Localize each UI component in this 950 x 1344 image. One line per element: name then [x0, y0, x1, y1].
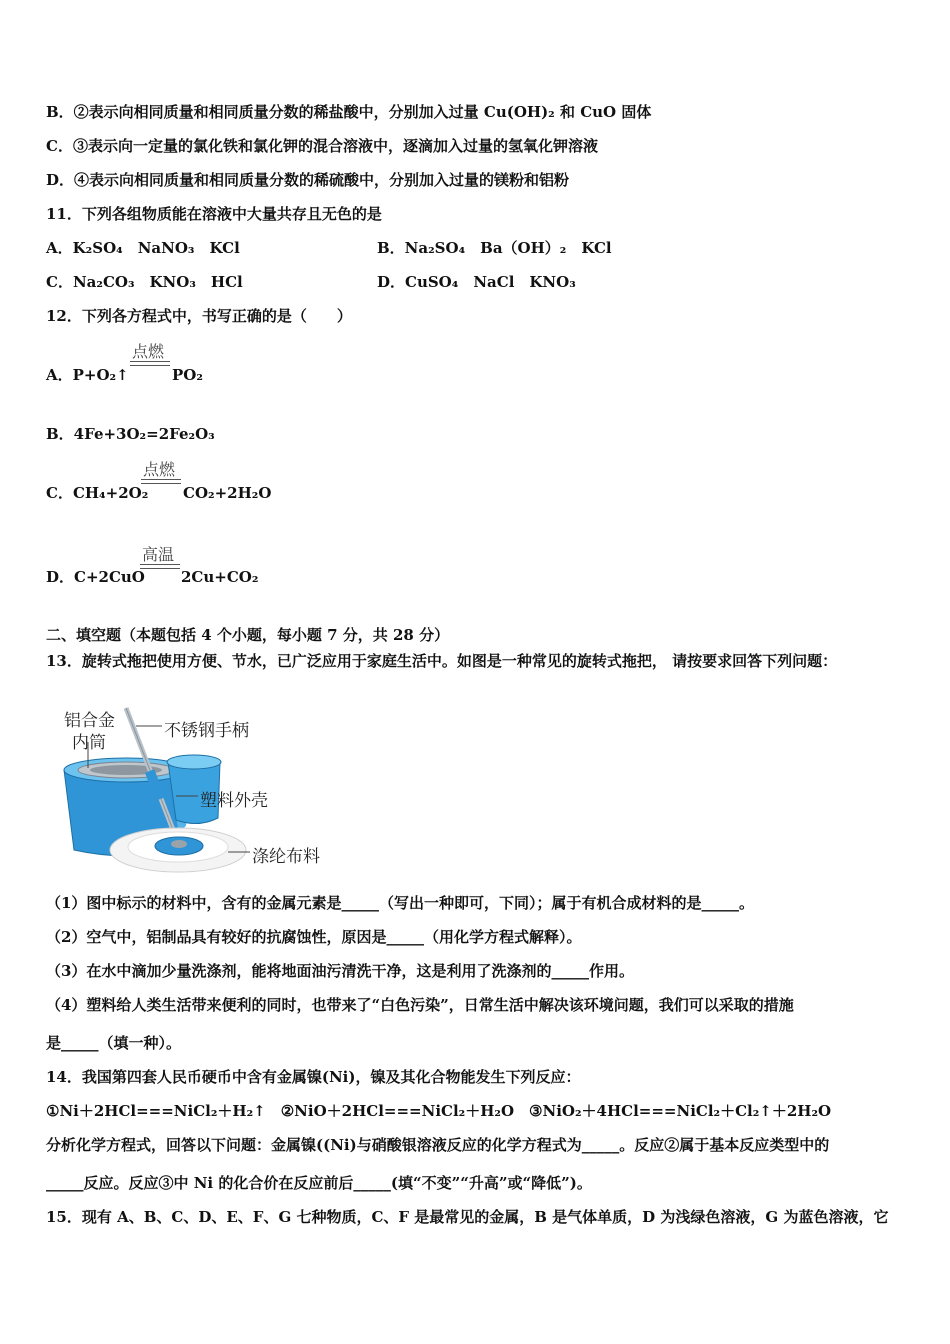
q13-part-2: （2）空气中，铝制品具有较好的抗腐蚀性，原因是_____（用化学方程式解释）。 — [46, 928, 582, 946]
option-c: C．③表示向一定量的氯化铁和氯化钾的混合溶液中，逐滴加入过量的氢氧化钾溶液 — [46, 137, 598, 155]
label-inner-bucket-line1: 铝合金 — [64, 711, 115, 731]
question-12: 12．下列各方程式中，书写正确的是（ ） — [46, 307, 352, 325]
q14-equations: ①Ni＋2HCl===NiCl₂＋H₂↑ ②NiO＋2HCl===NiCl₂＋H₂O ③NiO₂＋4HCl===NiCl₂＋Cl₂↑＋2H₂O — [46, 1102, 832, 1120]
q11-option-a: A．K₂SO₄ NaNO₃ KCl — [46, 239, 240, 257]
q13-part-4b: 是_____（填一种）。 — [46, 1034, 182, 1052]
q12-option-c-right: CO₂+2H₂O — [183, 484, 272, 502]
mop-figure — [58, 700, 338, 880]
q12-option-d-right: 2Cu+CO₂ — [181, 568, 259, 586]
q12a-condition: 点燃 — [132, 342, 165, 361]
question-14: 14．我国第四套人民币硬币中含有金属镍(Ni)，镍及其化合物能发生下列反应： — [46, 1068, 581, 1086]
label-shell: 塑料外壳 — [200, 791, 268, 811]
equation-bar — [130, 361, 170, 366]
q13-part-4a: （4）塑料给人类生活带来便利的同时，也带来了“白色污染”，日常生活中解决该环境问题，我们可以采取的措施 — [46, 996, 794, 1014]
equation-bar — [141, 479, 181, 484]
question-13: 13．旋转式拖把使用方便、节水，已广泛应用于家庭生活中。如图是一种常见的旋转式拖把， 请按要求回答下列问题： — [46, 652, 838, 670]
label-inner-bucket-line2: 内筒 — [72, 733, 106, 753]
question-11: 11．下列各组物质能在溶液中大量共存且无色的是 — [46, 205, 382, 223]
q12d-condition: 高温 — [142, 545, 175, 564]
option-b: B．②表示向相同质量和相同质量分数的稀盐酸中，分别加入过量 Cu(OH)₂ 和 CuO 固体 — [46, 103, 652, 121]
q12-option-c-left: C．CH₄+2O₂ — [46, 484, 149, 502]
q11-option-b: B．Na₂SO₄ Ba（OH）₂ KCl — [377, 239, 612, 257]
q12-option-d-left: D．C+2CuO — [46, 568, 145, 586]
q14-question-line1: 分析化学方程式，回答以下问题：金属镍((Ni)与硝酸银溶液反应的化学方程式为_____。反应②属于基本反应类型中的 — [46, 1136, 830, 1154]
q13-part-1: （1）图中标示的材料中，含有的金属元素是_____（写出一种即可，下同）；属于有机合成材料的是_____。 — [46, 894, 754, 912]
option-d: D．④表示向相同质量和相同质量分数的稀硫酸中，分别加入过量的镁粉和铝粉 — [46, 171, 570, 189]
q11-option-d: D．CuSO₄ NaCl KNO₃ — [377, 273, 576, 291]
q14-question-line2: _____反应。反应③中 Ni 的化合价在反应前后_____(填“不变”“升高”或“降低”)。 — [46, 1174, 592, 1192]
section-2-heading: 二、填空题（本题包括 4 个小题，每小题 7 分，共 28 分） — [46, 626, 450, 644]
question-15: 15．现有 A、B、C、D、E、F、G 七种物质，C、F 是最常见的金属，B 是气体单质，D 为浅绿色溶液，G 为蓝色溶液，它 — [46, 1208, 889, 1226]
q12c-condition: 点燃 — [143, 460, 176, 479]
q11-option-c: C．Na₂CO₃ KNO₃ HCl — [46, 273, 243, 291]
label-handle: 不锈钢手柄 — [164, 721, 249, 741]
q12-option-a-left: A．P+O₂↑ — [46, 366, 129, 384]
equation-bar — [140, 564, 180, 569]
q12-option-b: B．4Fe+3O₂=2Fe₂O₃ — [46, 425, 215, 443]
label-cloth: 涤纶布料 — [252, 847, 320, 867]
q13-part-3: （3）在水中滴加少量洗涤剂，能将地面油污清洗干净，这是利用了洗涤剂的_____作用。 — [46, 962, 634, 980]
q12-option-a-right: PO₂ — [172, 366, 203, 384]
